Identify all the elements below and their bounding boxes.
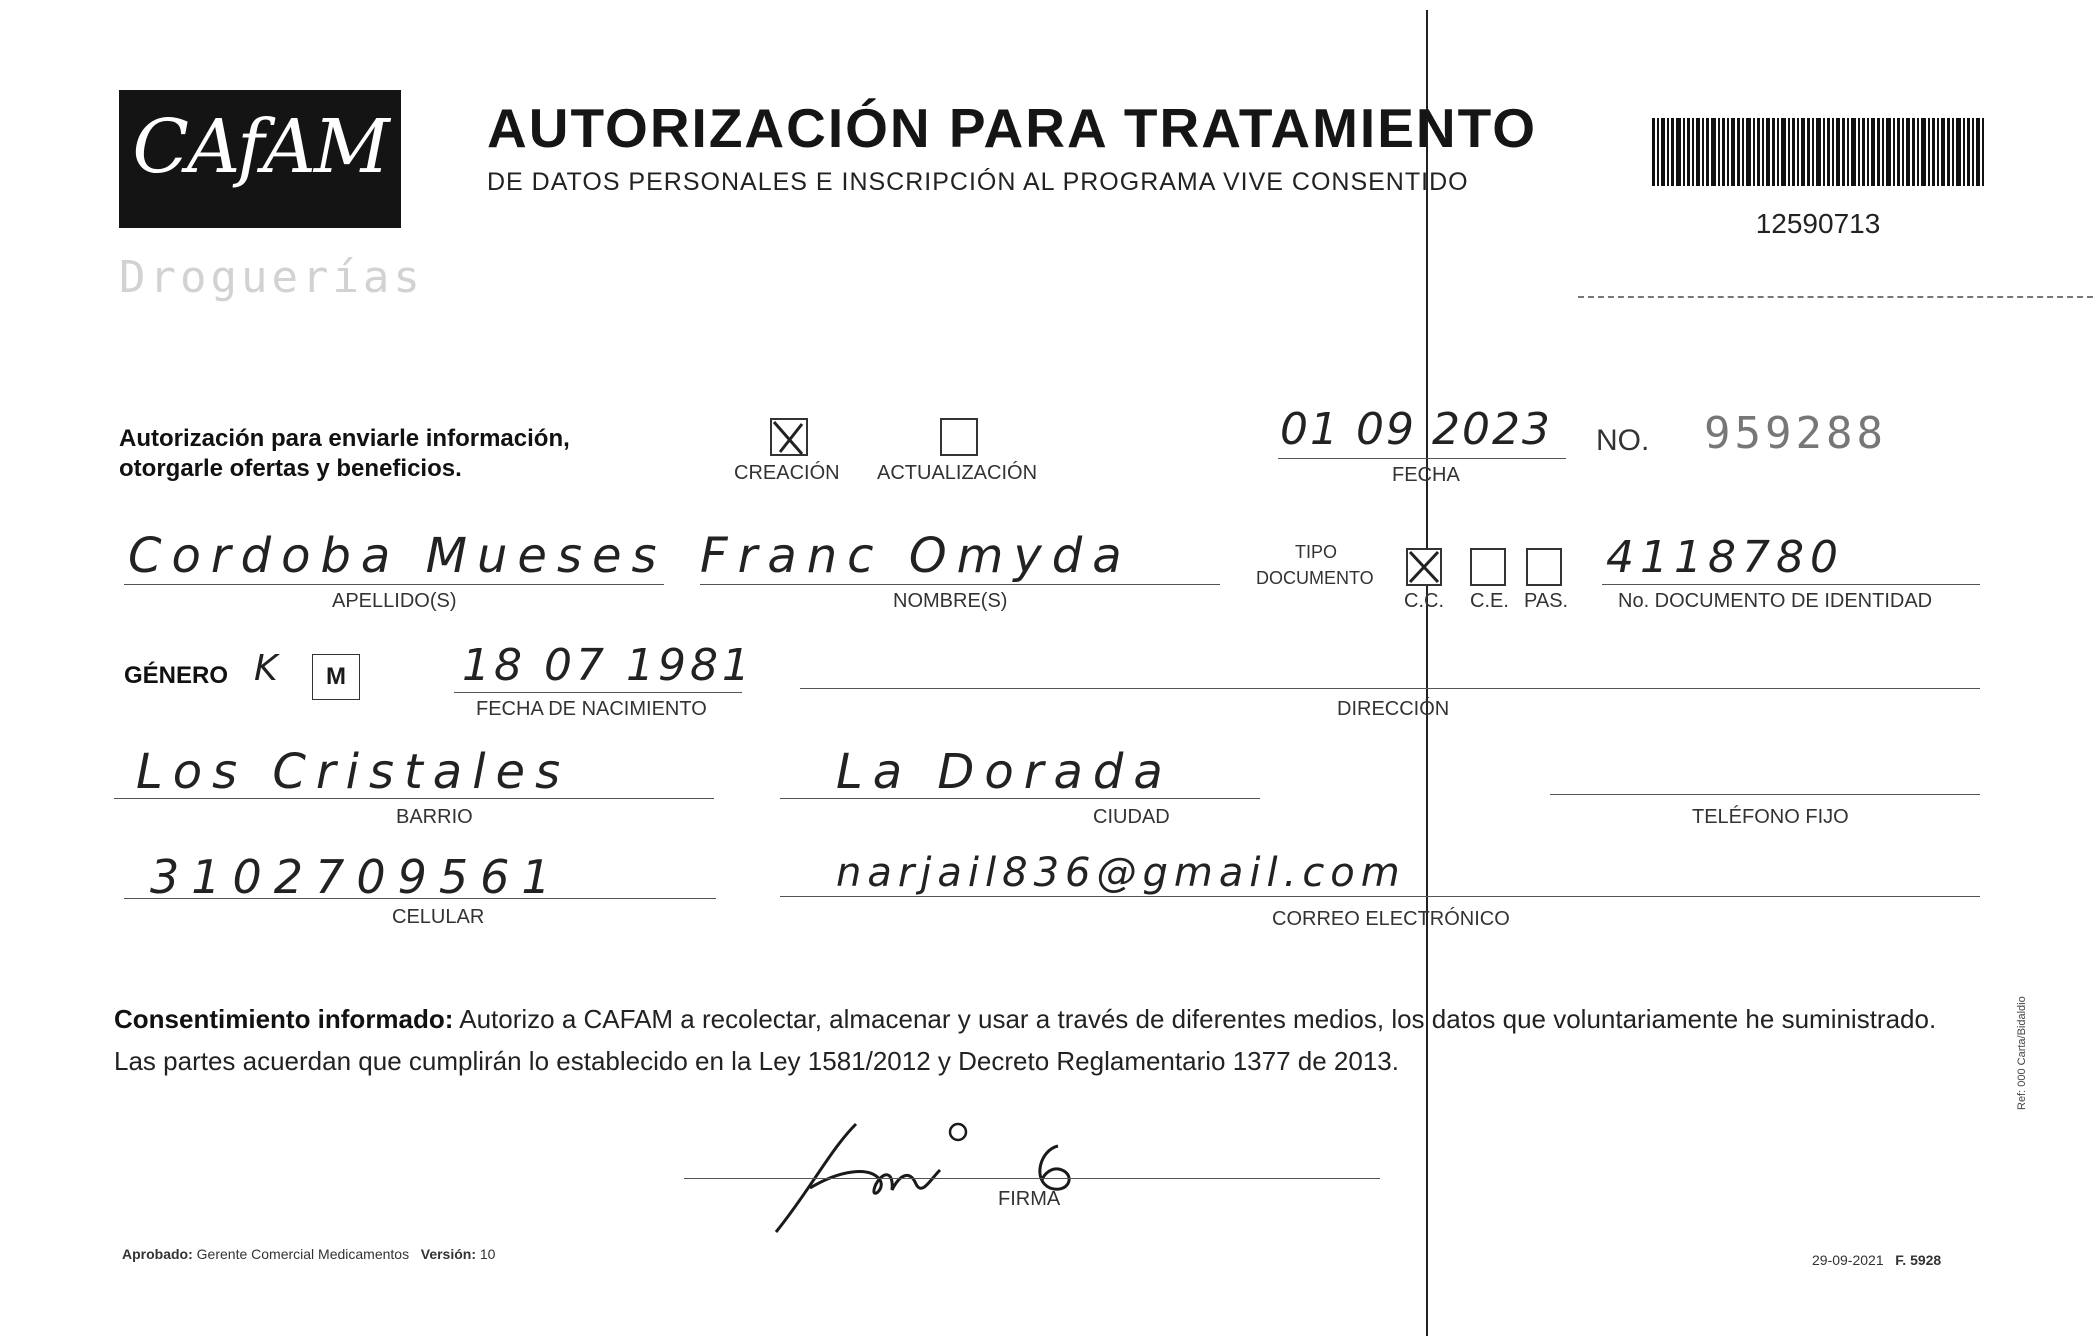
nombres-value: Franc Omyda [700, 528, 1132, 584]
direccion-label: DIRECCIÓN [1337, 698, 1450, 720]
correo-value: narjail836@gmail.com [836, 850, 1406, 896]
direccion-line [800, 688, 1980, 689]
version-label: Versión: [420, 1246, 476, 1262]
consent-line-2: Las partes acuerdan que cumplirán lo establecido en la Ley 1581/2012 y Decreto Reglamentario 1377 de 2013. [114, 1046, 1399, 1076]
tipo-label-1: TIPO [1295, 542, 1338, 562]
genero-m-checkbox[interactable] [312, 654, 360, 700]
nacimiento-label: FECHA DE NACIMIENTO [476, 698, 707, 720]
pas-label: PAS. [1524, 590, 1569, 612]
nacimiento-line [454, 692, 742, 693]
footer-left [122, 1246, 495, 1262]
ciudad-value: La Dorada [836, 744, 1173, 800]
fecha-label: FECHA [1392, 464, 1460, 486]
barrio-line [114, 798, 714, 799]
apellidos-line [124, 584, 664, 585]
no-value: 959288 [1704, 408, 1887, 459]
version-value: 10 [479, 1246, 496, 1262]
check-mark-icon [772, 420, 806, 454]
telefono-label: TELÉFONO FIJO [1692, 806, 1849, 828]
celular-label: CELULAR [392, 906, 485, 928]
footer-form-code: F. 5928 [1895, 1252, 1942, 1268]
pas-checkbox[interactable] [1526, 548, 1562, 586]
consent-line-1-text: Autorizo a CAFAM a recolectar, almacenar y usar a través de diferentes medios, los datos que voluntariamente he suministrado. [453, 1004, 1937, 1034]
intro-line-1: Autorización para enviarle información, [119, 425, 570, 452]
side-text: Ref: 000 Carta/Bidaldio [2016, 996, 2028, 1110]
signature-image [770, 1110, 1110, 1240]
logo-text: CAfAM [132, 104, 388, 190]
documento-line [1602, 584, 1980, 585]
celular-value: 3102709561 [150, 850, 563, 904]
creacion-checkbox[interactable] [770, 418, 808, 456]
consent-text [114, 998, 1936, 1082]
ce-checkbox[interactable] [1470, 548, 1506, 586]
genero-m-label: M [326, 663, 346, 690]
signature-line [684, 1178, 1380, 1179]
correo-label: CORREO ELECTRÓNICO [1272, 908, 1510, 930]
apellidos-label: APELLIDO(S) [332, 590, 457, 612]
genero-f-mark[interactable]: K [254, 648, 278, 689]
scan-line [1426, 10, 1428, 1336]
barrio-label: BARRIO [396, 806, 473, 828]
documento-label: No. DOCUMENTO DE IDENTIDAD [1618, 590, 1933, 612]
nacimiento-value: 18 07 1981 [462, 640, 754, 691]
apellidos-value: Cordoba Mueses [128, 528, 667, 584]
ciudad-label: CIUDAD [1093, 806, 1170, 828]
genero-label: GÉNERO [124, 662, 229, 689]
actualizacion-checkbox[interactable] [940, 418, 978, 456]
cc-checkbox[interactable] [1406, 548, 1442, 586]
celular-line [124, 898, 716, 899]
consent-heading: Consentimiento informado: [114, 1004, 454, 1034]
fecha-line [1278, 458, 1566, 459]
signature-label: FIRMA [998, 1188, 1061, 1210]
barrio-value: Los Cristales [136, 744, 571, 800]
tipo-label-2: DOCUMENTO [1256, 568, 1374, 588]
nombres-line [700, 584, 1220, 585]
cafam-logo [119, 90, 401, 228]
consent-line-1 [114, 998, 1936, 1040]
document-subtitle: DE DATOS PERSONALES E INSCRIPCIÓN AL PROGRAMA VIVE CONSENTIDO [487, 168, 1469, 196]
fecha-value: 01 09 2023 [1280, 404, 1552, 455]
correo-line [780, 896, 1980, 897]
intro-line-2: otorgarle ofertas y beneficios. [119, 455, 462, 482]
nombres-label: NOMBRE(S) [893, 590, 1008, 612]
actualizacion-label: ACTUALIZACIÓN [877, 462, 1038, 484]
check-mark-icon [1408, 550, 1440, 584]
ce-label: C.E. [1470, 590, 1509, 612]
no-label: NO. [1596, 424, 1650, 457]
footer-date: 29-09-2021 [1812, 1252, 1884, 1268]
cc-label: C.C. [1404, 590, 1444, 612]
telefono-line [1550, 794, 1980, 795]
aprobado-label: Aprobado: [122, 1246, 193, 1262]
intro-text [119, 424, 570, 484]
footer-right [1812, 1252, 1941, 1268]
creacion-label: CREACIÓN [734, 462, 840, 484]
logo-subtext: Droguerías [119, 252, 424, 303]
documento-value: 4118780 [1606, 532, 1844, 583]
ciudad-line [780, 798, 1260, 799]
aprobado-value: Gerente Comercial Medicamentos [196, 1246, 410, 1262]
barcode-number: 12590713 [1755, 208, 1881, 239]
document-title: AUTORIZACIÓN PARA TRATAMIENTO [487, 97, 1537, 159]
separator-dashed [1578, 296, 2093, 298]
barcode [1652, 118, 1984, 186]
